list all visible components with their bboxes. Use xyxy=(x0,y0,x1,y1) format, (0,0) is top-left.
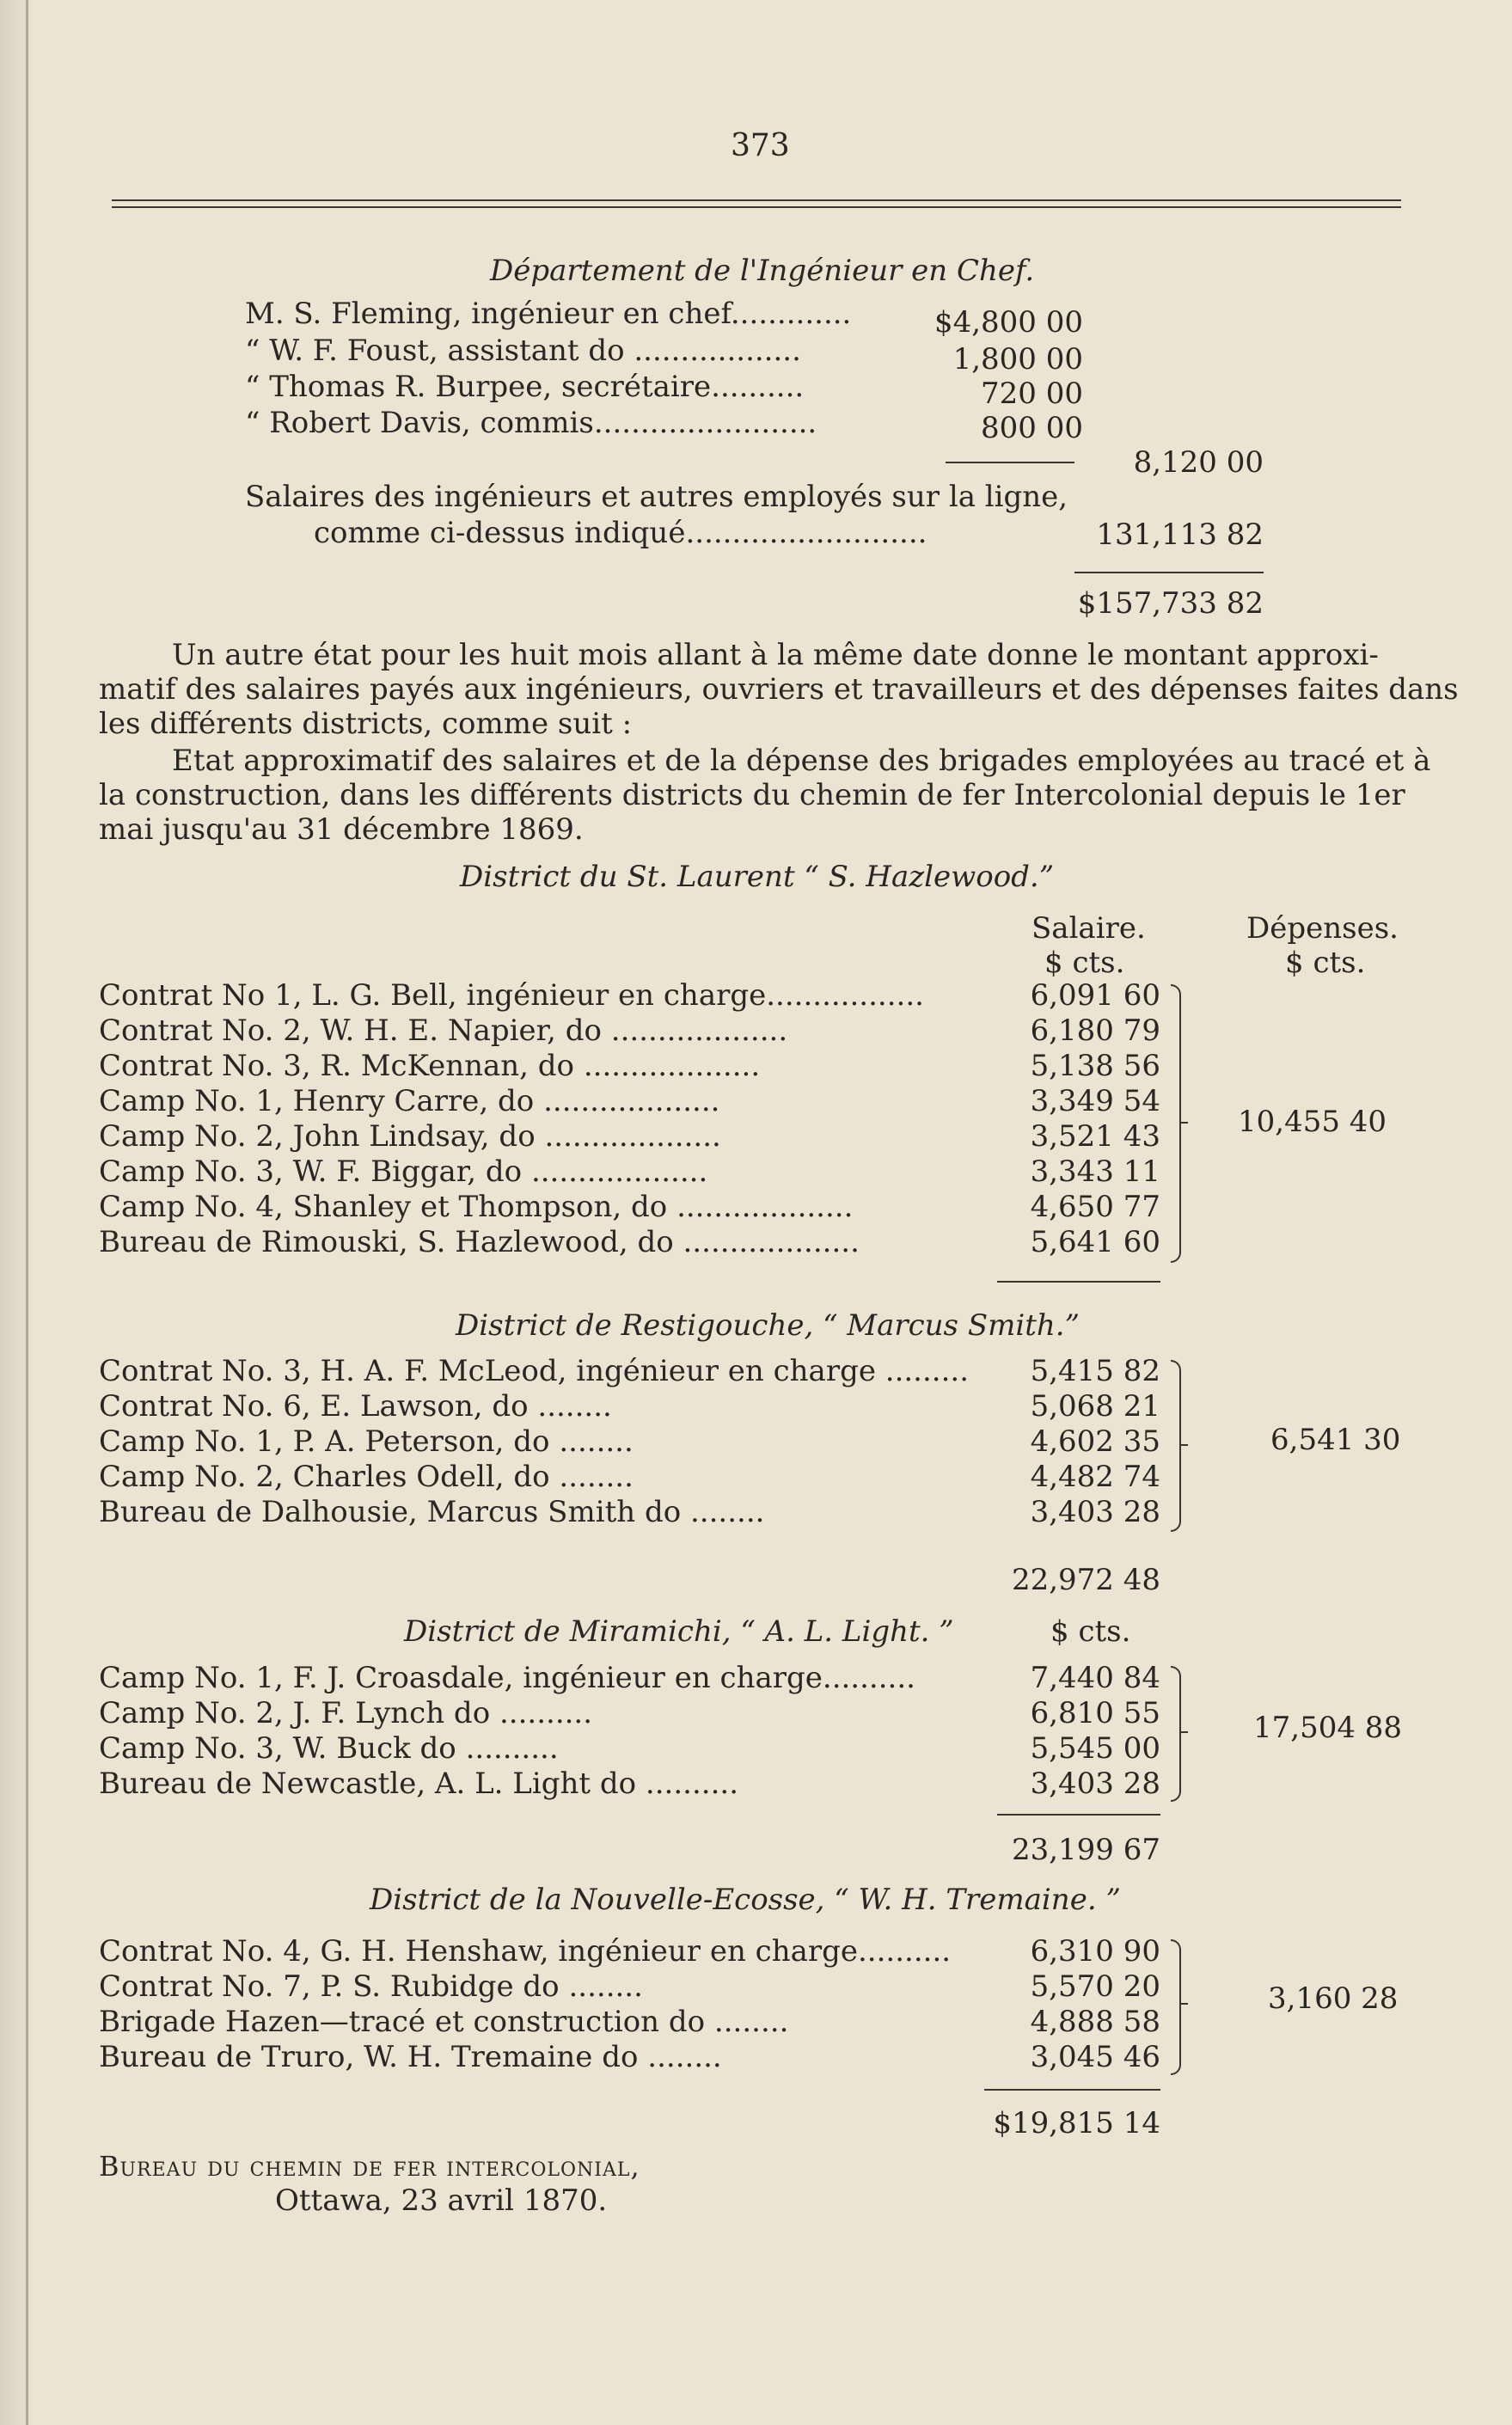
bracket xyxy=(1171,1666,1181,1802)
signature-office: Bureau du chemin de fer intercolonial, xyxy=(99,2150,640,2183)
restigouche-row-amount: 4,482 74 xyxy=(1030,1460,1160,1494)
district-total-rule xyxy=(984,2089,1160,2091)
subtotal-rule xyxy=(946,462,1074,463)
bracket-point xyxy=(1179,2003,1188,2005)
signature-place-date: Ottawa, 23 avril 1870. xyxy=(275,2183,608,2218)
stlaurent-row-amount: 3,343 11 xyxy=(1030,1154,1160,1189)
grand-total: $157,733 82 xyxy=(1077,586,1264,621)
bracket xyxy=(1171,1360,1181,1532)
bracket-point xyxy=(1179,1444,1188,1446)
district-heading: District de Miramichi, “ A. L. Light. ” xyxy=(404,1614,954,1649)
miramichi-row-amount: 6,810 55 xyxy=(1030,1696,1160,1730)
stlaurent-row-label: Camp No. 3, W. F. Biggar, do ................... xyxy=(99,1154,708,1189)
carried-total: 22,972 48 xyxy=(1011,1563,1160,1597)
miramichi-row-label: Bureau de Newcastle, A. L. Light do .......... xyxy=(99,1767,738,1801)
chief-row-amount: 800 00 xyxy=(981,411,1083,445)
book-spine xyxy=(0,0,34,2425)
grand-total-rule xyxy=(1074,572,1264,573)
nouvelle-ecosse-row-label: Brigade Hazen—tracé et construction do ........ xyxy=(99,2005,789,2039)
restigouche-row-label: Contrat No. 6, E. Lawson, do ........ xyxy=(99,1389,612,1424)
restigouche-row-label: Camp No. 2, Charles Odell, do ........ xyxy=(99,1460,634,1494)
chief-row-amount: 720 00 xyxy=(981,377,1083,411)
column-header-depenses: Dépenses. xyxy=(1246,911,1399,946)
chief-row-label: “ Robert Davis, commis........................ xyxy=(245,406,817,440)
carried-total: 23,199 67 xyxy=(1011,1833,1160,1867)
nouvelle-ecosse-row-label: Contrat No. 7, P. S. Rubidge do ........ xyxy=(99,1969,643,2004)
carried-total: $19,815 14 xyxy=(993,2106,1160,2140)
chief-row-label: “ W. F. Foust, assistant do .................. xyxy=(245,334,801,368)
bracket xyxy=(1171,984,1181,1263)
restigouche-row-amount: 5,415 82 xyxy=(1030,1354,1160,1388)
district-heading: District du St. Laurent “ S. Hazlewood.” xyxy=(460,860,1055,894)
column-units-salaire: $ cts. xyxy=(1044,946,1125,980)
chief-row-label: “ Thomas R. Burpee, secrétaire.......... xyxy=(245,370,805,404)
miramichi-row-label: Camp No. 2, J. F. Lynch do .......... xyxy=(99,1696,593,1730)
nouvelle-ecosse-depenses: 3,160 28 xyxy=(1268,1981,1399,2016)
salaires-line-1: Salaires des ingénieurs et autres employés sur la ligne, xyxy=(245,480,1068,514)
stlaurent-row-amount: 6,091 60 xyxy=(1030,978,1160,1013)
nouvelle-ecosse-row-amount: 3,045 46 xyxy=(1030,2040,1160,2074)
stlaurent-row-amount: 4,650 77 xyxy=(1030,1190,1160,1224)
paragraph-2-line: Etat approximatif des salaires et de la dépense des brigades employées au tracé et à xyxy=(172,744,1431,778)
paragraph-1-line: matif des salaires payés aux ingénieurs, ouvriers et travailleurs et des dépenses faites dans xyxy=(99,672,1459,707)
stlaurent-row-amount: 6,180 79 xyxy=(1030,1013,1160,1048)
miramichi-row-amount: 5,545 00 xyxy=(1030,1731,1160,1766)
nouvelle-ecosse-row-amount: 6,310 90 xyxy=(1030,1934,1160,1969)
chief-row-amount: $4,800 00 xyxy=(934,305,1083,340)
restigouche-depenses: 6,541 30 xyxy=(1270,1423,1401,1457)
stlaurent-row-label: Contrat No. 3, R. McKennan, do ................... xyxy=(99,1049,761,1083)
stlaurent-depenses: 10,455 40 xyxy=(1238,1105,1387,1139)
stlaurent-row-label: Contrat No. 2, W. H. E. Napier, do ................... xyxy=(99,1013,788,1048)
stlaurent-row-label: Camp No. 4, Shanley et Thompson, do ................... xyxy=(99,1190,854,1224)
chief-row-label: M. S. Fleming, ingénieur en chef............. xyxy=(245,297,852,331)
header-rule-bottom xyxy=(112,206,1401,208)
column-units: $ cts. xyxy=(1050,1614,1131,1649)
chief-row-amount: 1,800 00 xyxy=(952,342,1083,377)
header-rule-top xyxy=(112,199,1401,201)
stlaurent-row-amount: 3,349 54 xyxy=(1030,1084,1160,1118)
nouvelle-ecosse-row-label: Contrat No. 4, G. H. Henshaw, ingénieur en charge.......... xyxy=(99,1934,952,1969)
miramichi-row-label: Camp No. 3, W. Buck do .......... xyxy=(99,1731,559,1766)
stlaurent-row-label: Bureau de Rimouski, S. Hazlewood, do ................... xyxy=(99,1225,860,1259)
restigouche-row-label: Contrat No. 3, H. A. F. McLeod, ingénieur en charge ......... xyxy=(99,1354,970,1388)
stlaurent-row-label: Camp No. 1, Henry Carre, do ................... xyxy=(99,1084,720,1118)
chief-subtotal: 8,120 00 xyxy=(1133,445,1264,480)
district-heading: District de Restigouche, “ Marcus Smith.” xyxy=(456,1308,1080,1343)
paragraph-2-line: la construction, dans les différents districts du chemin de fer Intercolonial depuis le 1er xyxy=(99,778,1405,812)
paragraph-1-line: les différents districts, comme suit : xyxy=(99,707,633,741)
stlaurent-row-label: Camp No. 2, John Lindsay, do ................... xyxy=(99,1119,721,1154)
stlaurent-row-amount: 5,641 60 xyxy=(1030,1225,1160,1259)
district-total-rule xyxy=(997,1814,1160,1816)
salaires-amount: 131,113 82 xyxy=(1096,517,1264,552)
miramichi-row-amount: 3,403 28 xyxy=(1030,1767,1160,1801)
salaires-line-2: comme ci-dessus indiqué.......................... xyxy=(314,516,927,550)
miramichi-depenses: 17,504 88 xyxy=(1253,1711,1403,1745)
restigouche-row-amount: 4,602 35 xyxy=(1030,1424,1160,1459)
miramichi-row-label: Camp No. 1, F. J. Croasdale, ingénieur en charge.......... xyxy=(99,1661,915,1695)
stlaurent-row-amount: 3,521 43 xyxy=(1030,1119,1160,1154)
stlaurent-row-label: Contrat No 1, L. G. Bell, ingénieur en charge................. xyxy=(99,978,924,1013)
page-number: 373 xyxy=(731,128,790,163)
district-heading: District de la Nouvelle-Ecosse, “ W. H. Tremaine. ” xyxy=(370,1883,1121,1917)
binding-line xyxy=(26,0,28,2425)
section-heading-chief-engineer: Département de l'Ingénieur en Chef. xyxy=(490,254,1035,288)
bracket-point xyxy=(1179,1731,1188,1733)
stlaurent-row-amount: 5,138 56 xyxy=(1030,1049,1160,1083)
restigouche-row-label: Camp No. 1, P. A. Peterson, do ........ xyxy=(99,1424,634,1459)
nouvelle-ecosse-row-amount: 4,888 58 xyxy=(1030,2005,1160,2039)
column-units-depenses: $ cts. xyxy=(1285,946,1366,980)
district-total-rule xyxy=(997,1281,1160,1283)
restigouche-row-amount: 5,068 21 xyxy=(1030,1389,1160,1424)
paragraph-2-line: mai jusqu'au 31 décembre 1869. xyxy=(99,812,584,847)
bracket-point xyxy=(1179,1122,1188,1124)
miramichi-row-amount: 7,440 84 xyxy=(1030,1661,1160,1695)
nouvelle-ecosse-row-amount: 5,570 20 xyxy=(1030,1969,1160,2004)
nouvelle-ecosse-row-label: Bureau de Truro, W. H. Tremaine do ........ xyxy=(99,2040,722,2074)
bracket xyxy=(1171,1939,1181,2075)
column-header-salaire: Salaire. xyxy=(1031,911,1146,946)
paragraph-1-line: Un autre état pour les huit mois allant à la même date donne le montant approxi- xyxy=(172,638,1379,672)
restigouche-row-label: Bureau de Dalhousie, Marcus Smith do ........ xyxy=(99,1495,765,1529)
restigouche-row-amount: 3,403 28 xyxy=(1030,1495,1160,1529)
